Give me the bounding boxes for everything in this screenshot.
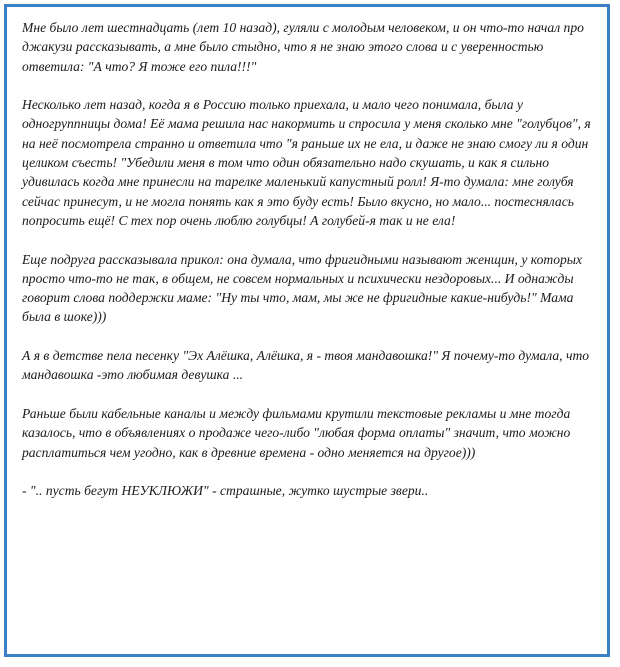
story-paragraph-song: А я в детстве пела песенку "Эх Алёшка, Алёшка, я - твоя мандавошка!" Я почему-то думала, что мандавошка -это любимая девушка ... — [22, 348, 590, 383]
story-paragraph-jacuzzi: Мне было лет шестнадцать (лет 10 назад), гуляли с молодым человеком, и он что-то начал про джакузи рассказывать, а мне было стыдно, что я не знаю этого слова и с уверенностью ответила: "А что? Я тоже его пила!!!" — [22, 20, 584, 74]
text-card-frame — [4, 4, 610, 657]
story-paragraph-payment: Раньше были кабельные каналы и между фильмами крутили текстовые рекламы и мне тогда казалось, что в объявлениях о продаже чего-либо "любая форма оплаты" значит, что можно расплатиться чем угодно, как в древние времена - одно меняется на другое))) — [22, 405, 571, 460]
story-text-block — [22, 18, 602, 500]
story-paragraph-clumsy: - ".. пусть бегут НЕУКЛЮЖИ" - страшные, жутко шустрые звери.. — [22, 483, 429, 499]
story-paragraph-golubtsy: Несколько лет назад, когда я в Россию только приехала, и мало чего понимала, была у одногруппницы дома! Её мама решила нас накормить и спросила у меня сколько мне "голубцов", я на неё посмотрела странно и ответила что "я раньше их не ела, и даже не знаю смогу ли я один целиком съесть! "Убедили меня в том что один обязательно надо скушать, и как я сильно удивилась когда мне принесли на тарелке маленький капустный ролл! Я-то думала: мне голубя сейчас принесут, и не могла понять как я это буду есть! Было вкусно, но мало... постеснялась попросить ещё! С тех пор очень люблю голубцы! А голубей-я так и не ела! — [22, 97, 591, 228]
story-paragraph-frigid: Еще подруга рассказывала прикол: она думала, что фригидными называют женщин, у которых просто что-то не так, в общем, не совсем нормальных и психически нездоровых... И однажды говорит слова поддержки маме: "Ну ты что, мам, мы же не фригидные какие-нибудь!" Мама была в шоке))) — [22, 251, 583, 325]
